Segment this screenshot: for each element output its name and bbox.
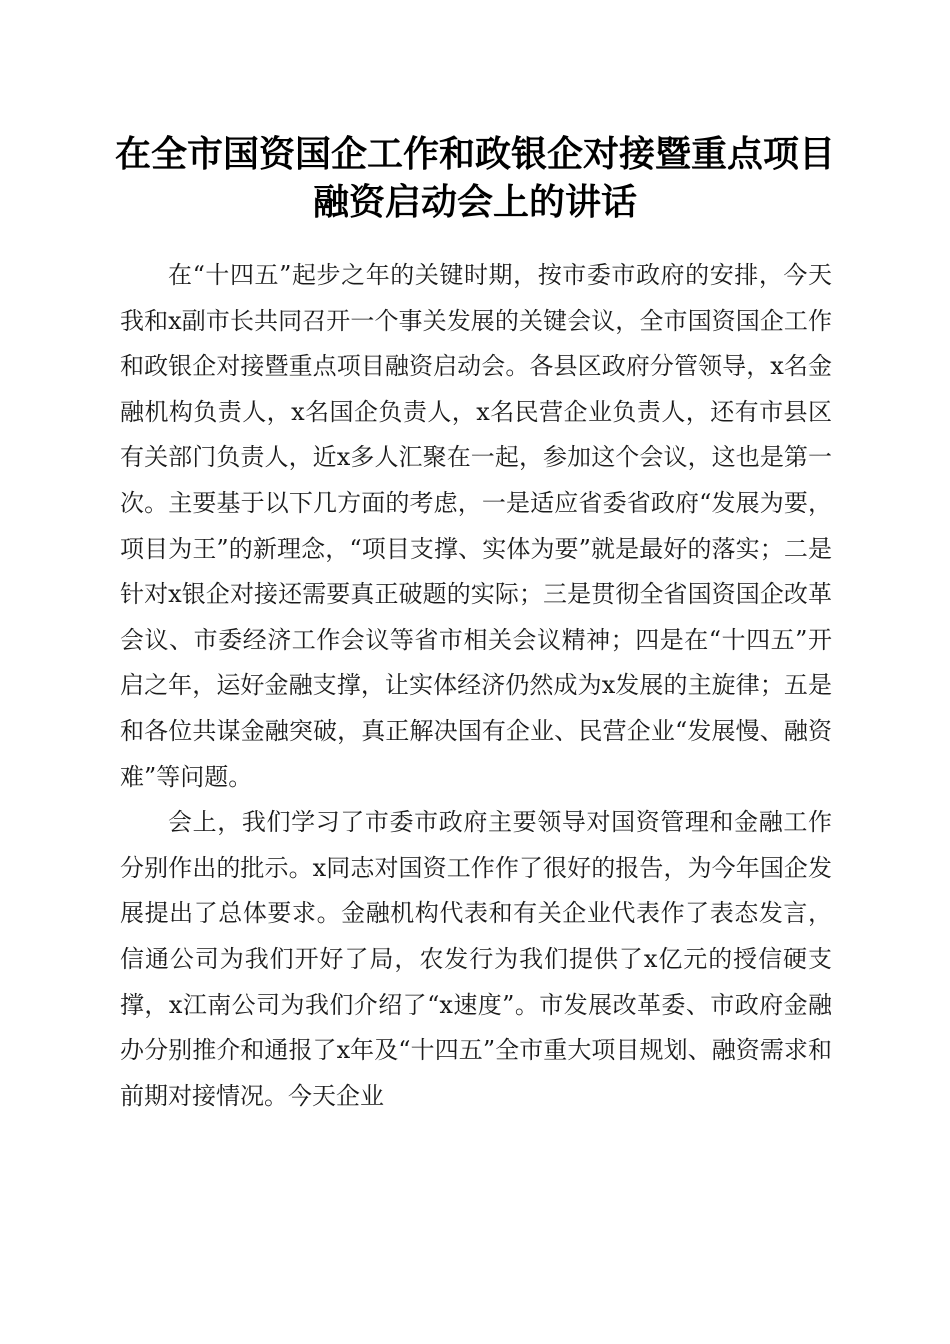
title-line-2: 融资启动会上的讲话 xyxy=(312,181,637,223)
document-body xyxy=(120,253,832,1119)
paragraph-1: 在“十四五”起步之年的关键时期，按市委市政府的安排，今天我和x副市长共同召开一个事关发展的关键会议，全市国资国企工作和政银企对接暨重点项目融资启动会。各县区政府分管领导，x名金融机构负责人，x名国企负责人，x名民营企业负责人，还有市县区有关部门负责人，近x多人汇聚在一起，参加这个会议，这也是第一次。主要基于以下几方面的考虑，一是适应省委省政府“发展为要，项目为王”的新理念，“项目支撑、实体为要”就是最好的落实；二是针对x银企对接还需要真正破题的实际；三是贯彻全省国资国企改革会议、市委经济工作会议等省市相关会议精神；四是在“十四五”开启之年，运好金融支撑，让实体经济仍然成为x发展的主旋律；五是和各位共谋金融突破，真正解决国有企业、民营企业“发展慢、融资难”等问题。 xyxy=(120,261,832,791)
title-line-1: 在全市国资国企工作和政银企对接暨重点项目 xyxy=(114,133,835,175)
document-title xyxy=(100,130,850,226)
paragraph-2: 会上，我们学习了市委市政府主要领导对国资管理和金融工作分别作出的批示。x同志对国资工作作了很好的报告，为今年国企发展提出了总体要求。金融机构代表和有关企业代表作了表态发言，信通公司为我们开好了局，农发行为我们提供了x亿元的授信硬支撑，x江南公司为我们介绍了“x速度”。市发展改革委、市政府金融办分别推介和通报了x年及“十四五”全市重大项目规划、融资需求和前期对接情况。今天企业 xyxy=(120,808,832,1110)
